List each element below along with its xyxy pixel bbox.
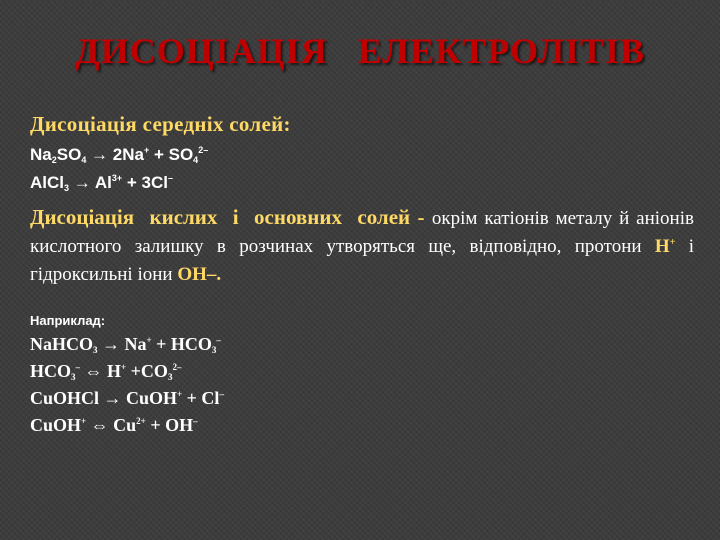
equation-cuoh: CuOH+ ⇔ $Cu^{2+} + OH^-$ <box>30 415 198 435</box>
example-label: Наприклад: <box>30 313 106 328</box>
equation-hco3: $HCO_3^-$ ⇔ $H^+ +CO_3^{2-}$ <box>30 361 182 382</box>
equation-na2so4: $Na_2SO_4 \to 2Na^+ + SO_4^{2-}$ <box>30 145 209 165</box>
equation-alcl3: AlCl$_3$ → $Al^{3+} + 3Cl^-$ <box>30 173 173 193</box>
slide-title: ДИСОЦІАЦІЯ ЕЛЕКТРОЛІТІВ <box>74 31 646 71</box>
section-heading-neutral-salts: Дисоціація середніх солей: <box>30 112 291 136</box>
hydroxide-symbol: OH–. <box>177 264 222 285</box>
equation-nahco3: NaHCO$_3$ → $Na^+ + HCO_3^-$ <box>30 334 221 355</box>
acid-basic-salts-paragraph: Дисоціація кислих і основних солей - окрім катіонів металу й аніонів кислотного залишку в розчинах утворяться ще, відповідно, протони H+ і гідроксильні іони OH–. <box>30 205 695 285</box>
proton-symbol: H <box>654 236 670 257</box>
equation-cuohcl: CuOHCl → CuOH+ + Cl– <box>30 388 224 408</box>
section-heading-acid-basic-salts: Дисоціація кислих і основних солей <box>30 205 411 229</box>
slide-content <box>30 112 694 436</box>
